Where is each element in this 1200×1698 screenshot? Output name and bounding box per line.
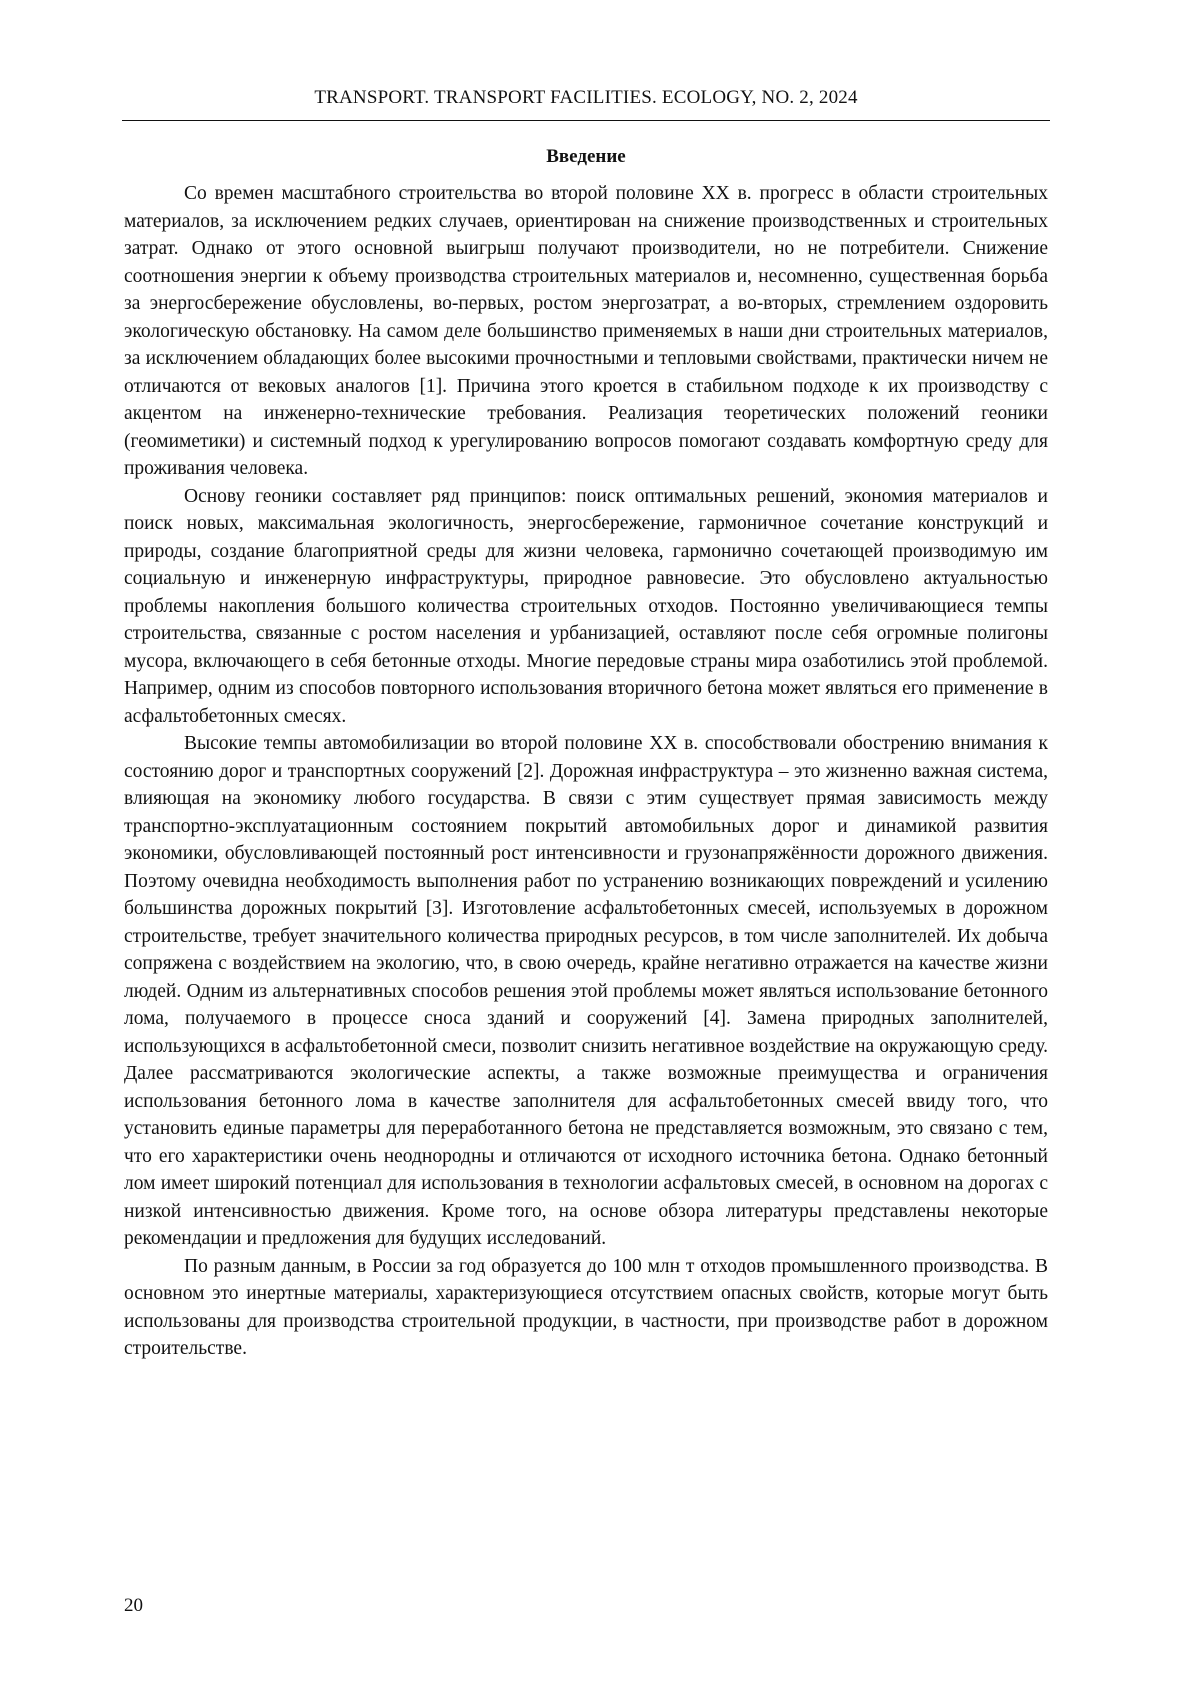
paragraph-2: Основу геоники составляет ряд принципов: поиск оптимальных решений, экономия материалов и поиск новых, максимальная экологичность, энергосбережение, гармоничное сочетание конструкций и природы, создание благоприятной среды для жизни человека, гармонично сочетающей производимую им социальную и инженерную инфраструктуры, природное равновесие. Это обусловлено актуальностью проблемы накопления большого количества строительных отходов. Постоянно увеличивающиеся темпы строительства, связанные с ростом населения и урбанизацией, оставляют после себя огромные полигоны мусора, включающего в себя бетонные отходы. Многие передовые страны мира озаботились этой проблемой. Например, одним из способов повторного использования вторичного бетона может являться его применение в асфальтобетонных смесях.	[124, 485, 1048, 727]
section-title: Введение	[546, 146, 626, 167]
running-header: TRANSPORT. TRANSPORT FACILITIES. ECOLOGY, NO. 2, 2024	[314, 87, 858, 108]
header-divider	[122, 120, 1050, 121]
article-body	[124, 140, 1048, 1363]
paragraph-3: Высокие темпы автомобилизации во второй половине XX в. способствовали обострению внимания к состоянию дорог и транспортных сооружений [2]. Дорожная инфраструктура – это жизненно важная система, влияющая на экономику любого государства. В связи с этим существует прямая зависимость между транспортно-эксплуатационным состоянием покрытий автомобильных дорог и динамикой развития экономики, обусловливающей постоянный рост интенсивности и грузонапряжённости дорожного движения. Поэтому очевидна необходимость выполнения работ по устранению возникающих повреждений и усилению большинства дорожных покрытий [3]. Изготовление асфальтобетонных смесей, используемых в дорожном строительстве, требует значительного количества природных ресурсов, в том числе заполнителей. Их добыча сопряжена с воздействием на экологию, что, в свою очередь, крайне негативно отражается на качестве жизни людей. Одним из альтернативных способов решения этой проблемы может являться использование бетонного лома, получаемого в процессе сноса зданий и сооружений [4]. Замена природных заполнителей, использующихся в асфальтобетонной смеси, позволит снизить негативное воздействие на окружающую среду. Далее рассматриваются экологические аспекты, а также возможные преимущества и ограничения использования бетонного лома в качестве заполнителя для асфальтобетонных смесей ввиду того, что установить единые параметры для переработанного бетона не представляется возможным, это связано с тем, что его характеристики очень неоднородны и отличаются от исходного источника бетона. Однако бетонный лом имеет широкий потенциал для использования в технологии асфальтовых смесей, в основном на дорогах с низкой интенсивностью движения. Кроме того, на основе обзора литературы представлены некоторые рекомендации и предложения для будущих исследований.	[124, 733, 1048, 1249]
paragraph-4: По разным данным, в России за год образуется до 100 млн т отходов промышленного производства. В основном это инертные материалы, характеризующиеся отсутствием опасных свойств, которые могут быть использованы для производства строительной продукции, в частности, при производстве работ в дорожном строительстве.	[124, 1255, 1048, 1359]
page-number: 20	[124, 1595, 143, 1616]
paragraph-1: Со времен масштабного строительства во второй половине XX в. прогресс в области строительных материалов, за исключением редких случаев, ориентирован на снижение производственных и строительных затрат. Однако от этого основной выигрыш получают производители, но не потребители. Снижение соотношения энергии к объему производства строительных материалов и, несомненно, существенная борьба за энергосбережение обусловлены, во-первых, ростом энергозатрат, а во-вторых, стремлением оздоровить экологическую обстановку. На самом деле большинство применяемых в наши дни строительных материалов, за исключением обладающих более высокими прочностными и тепловыми свойствами, практически ничем не отличаются от вековых аналогов [1]. Причина этого кроется в стабильном подходе к их производству с акцентом на инженерно-технические требования. Реализация теоретических положений геоники (геомиметики) и системный подход к урегулированию вопросов помогают создавать комфортную среду для проживания человека.	[124, 183, 1048, 479]
